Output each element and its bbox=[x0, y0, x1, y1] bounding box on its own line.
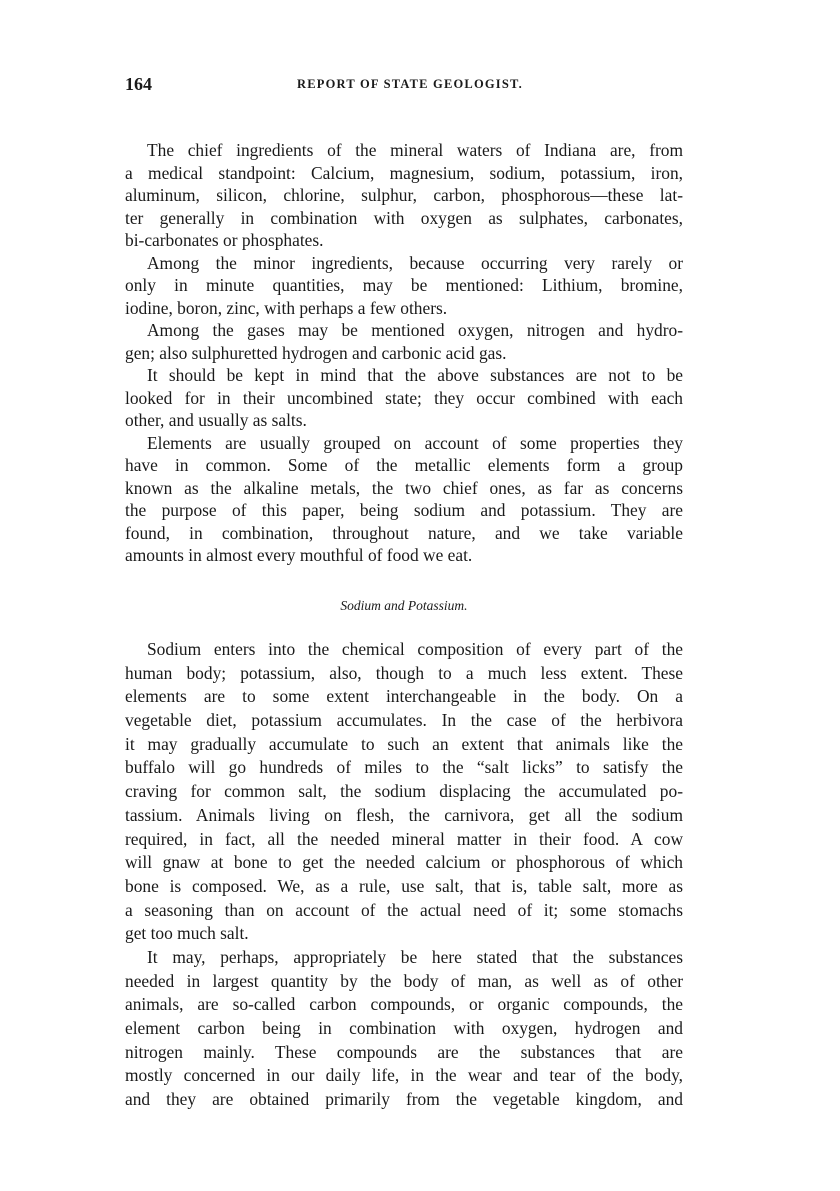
text-line: The chief ingredients of the mineral waters of Indiana are, from bbox=[147, 140, 683, 160]
text-line: craving for common salt, the sodium displacing the accumulated po- bbox=[125, 781, 683, 802]
paragraph bbox=[125, 139, 683, 252]
text-line: have in common. Some of the metallic elements form a group bbox=[125, 455, 683, 475]
text-line: gen; also sulphuretted hydrogen and carbonic acid gas. bbox=[125, 342, 507, 363]
page-number: 164 bbox=[125, 74, 152, 94]
paragraph bbox=[125, 946, 683, 1112]
text-line: it may gradually accumulate to such an extent that animals like the bbox=[125, 733, 683, 754]
text-line: nitrogen mainly. These compounds are the substances that are bbox=[125, 1041, 683, 1062]
text-line: mostly concerned in our daily life, in the wear and tear of the body, bbox=[125, 1065, 683, 1086]
paragraph bbox=[125, 364, 683, 432]
text-line: found, in combination, throughout nature, and we take variable bbox=[125, 522, 683, 543]
text-line: looked for in their uncombined state; they occur combined with each bbox=[125, 387, 683, 408]
text-line: amounts in almost every mouthful of food we eat. bbox=[125, 545, 473, 565]
text-line: aluminum, silicon, chlorine, sulphur, carbon, phosphorous—these lat- bbox=[125, 185, 683, 205]
text-line: Among the minor ingredients, because occurring very rarely or bbox=[147, 252, 683, 273]
text-line: a seasoning than on account of the actual need of it; some stomachs bbox=[125, 899, 683, 920]
section-mineral-ingredients bbox=[125, 139, 683, 567]
text-line: known as the alkaline metals, the two chief ones, as far as concerns bbox=[125, 477, 683, 498]
text-line: only in minute quantities, may be mentioned: Lithium, bromine, bbox=[125, 275, 683, 295]
text-line: It should be kept in mind that the above substances are not to be bbox=[147, 365, 683, 385]
text-line: iodine, boron, zinc, with perhaps a few others. bbox=[125, 297, 448, 318]
text-line: and they are obtained primarily from the vegetable kingdom, and bbox=[125, 1089, 683, 1110]
paragraph bbox=[125, 252, 683, 320]
paragraph bbox=[125, 638, 683, 946]
text-line: required, in fact, all the needed mineral matter in their food. A cow bbox=[125, 828, 683, 849]
text-line: ter generally in combination with oxygen as sulphates, carbonates, bbox=[125, 207, 683, 228]
paragraph bbox=[125, 319, 683, 364]
text-line: a medical standpoint: Calcium, magnesium, sodium, potassium, iron, bbox=[125, 162, 683, 183]
text-line: vegetable diet, potassium accumulates. In the case of the herbivora bbox=[125, 710, 683, 731]
text-line: other, and usually as salts. bbox=[125, 410, 307, 430]
text-line: elements are to some extent interchangeable in the body. On a bbox=[125, 686, 683, 707]
text-line: Elements are usually grouped on account of some properties they bbox=[147, 432, 683, 453]
text-line: tassium. Animals living on flesh, the carnivora, get all the sodium bbox=[125, 804, 683, 825]
text-line: bone is composed. We, as a rule, use salt, that is, table salt, more as bbox=[125, 875, 683, 896]
text-line: buffalo will go hundreds of miles to the “salt licks” to satisfy the bbox=[125, 757, 683, 778]
text-line: will gnaw at bone to get the needed calcium or phosphorous of which bbox=[125, 852, 683, 873]
text-line: Sodium enters into the chemical composition of every part of the bbox=[147, 639, 683, 659]
text-line: bi-carbonates or phosphates. bbox=[125, 230, 324, 250]
text-line: the purpose of this paper, being sodium and potassium. They are bbox=[125, 500, 683, 520]
text-line: needed in largest quantity by the body of man, as well as of other bbox=[125, 970, 683, 991]
text-line: It may, perhaps, appropriately be here stated that the substances bbox=[147, 946, 683, 967]
section-sodium-potassium bbox=[125, 638, 683, 1112]
section-heading: Sodium and Potassium. bbox=[340, 598, 468, 613]
paragraph bbox=[125, 432, 683, 567]
text-line: element carbon being in combination with oxygen, hydrogen and bbox=[125, 1018, 683, 1038]
text-line: animals, are so-called carbon compounds, or organic compounds, the bbox=[125, 994, 683, 1015]
text-line: Among the gases may be mentioned oxygen, nitrogen and hydro- bbox=[147, 320, 683, 340]
text-line: get too much salt. bbox=[125, 923, 249, 944]
text-line: human body; potassium, also, though to a much less extent. These bbox=[125, 662, 683, 683]
running-title: REPORT OF STATE GEOLOGIST. bbox=[297, 77, 523, 91]
